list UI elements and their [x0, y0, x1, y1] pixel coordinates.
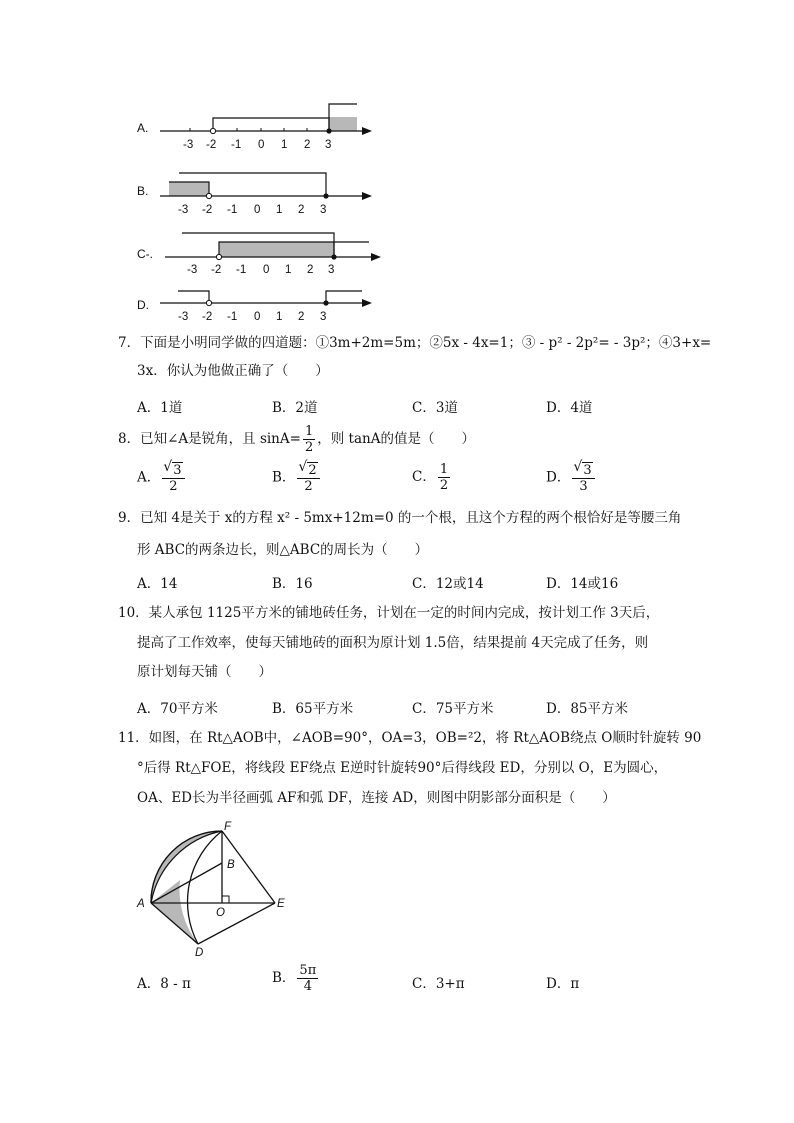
- q9-line2: 形 ABC的两条边长，则△ABC的周长为（ ）: [137, 542, 429, 558]
- tick: 1: [276, 204, 283, 216]
- q10-option-a: A．70平方米: [137, 701, 218, 717]
- tick: 1: [281, 139, 288, 151]
- q7-option-d: D．4道: [546, 400, 593, 416]
- q10-option-b: B．65平方米: [272, 701, 354, 717]
- q10-line2: 提高了工作效率，使每天铺地砖的面积为原计划 1.5倍，结果提前 4天完成了任务，则: [137, 635, 649, 651]
- q7-line2: 3x．你认为他做正确了（ ）: [137, 363, 329, 379]
- q6-option-d-label: D.: [137, 298, 149, 312]
- shaded-region: [169, 182, 209, 196]
- label-e: E: [277, 898, 285, 910]
- label-d: D: [195, 947, 204, 959]
- tick: 0: [254, 311, 261, 323]
- q11-line1: 11．如图，在 Rt△AOB中，∠AOB=90°，OA=3，OB=²2，将 Rt△AOB绕点 O顺时针旋转 90: [118, 730, 702, 746]
- q6-option-c-label: C-.: [137, 247, 153, 261]
- tick: 3: [328, 264, 335, 276]
- q11-option-a: A．8 - π: [137, 976, 191, 992]
- tick: -2: [202, 204, 213, 216]
- tick: -2: [206, 139, 217, 151]
- q8-stem-fraction: $\frac{1}{2}$: [304, 424, 314, 455]
- q9-option-d: D．14或16: [546, 576, 619, 592]
- tick: -2: [211, 264, 222, 276]
- q7-option-b: B．2道: [272, 400, 318, 416]
- tick: -1: [227, 204, 238, 216]
- q8-option-d: D． √ $\frac{3}{3}$: [546, 462, 597, 494]
- q7-line1: 7．下面是小明同学做的四道题：①3m+2m=5m；②5x - 4x=1；③ - p² - 2p²= - 3p²；④3+x=: [118, 335, 712, 351]
- shaded-region: [329, 117, 357, 131]
- q9-option-c: C．12或14: [412, 576, 484, 592]
- q6-option-b-label: B.: [137, 184, 149, 198]
- q8-stem-pre: 8．已知∠A是锐角，且 sinA=: [118, 431, 301, 447]
- q6-option-c-numberline: [155, 226, 400, 276]
- tick: -2: [202, 311, 213, 323]
- q7-option-c: C．3道: [412, 400, 458, 416]
- q6-option-d-numberline: [150, 288, 390, 324]
- q9-line1: 9．已知 4是关于 x的方程 x² - 5mx+12m=0 的一个根，且这个方程的两个根恰好是等腰三角: [118, 510, 682, 526]
- tick: -3: [178, 204, 189, 216]
- tick: 3: [325, 139, 332, 151]
- q11-option-b: B． $\frac{5\pi}{4}$: [272, 963, 317, 994]
- tick: 2: [304, 139, 311, 151]
- q9-option-b: B．16: [272, 576, 313, 592]
- label-a: A: [137, 898, 145, 910]
- q8-stem: [118, 424, 475, 455]
- arc-df: [188, 831, 222, 944]
- tick: 1: [276, 311, 283, 323]
- tick: 3: [320, 204, 327, 216]
- q11-geometry-figure: [135, 818, 295, 958]
- q6-option-a-numberline: [150, 102, 390, 152]
- q10-line1: 10．某人承包 1125平方米的铺地砖任务，计划在一定的时间内完成，按计划工作 3天后，: [118, 605, 660, 621]
- q10-line3: 原计划每天铺（ ）: [137, 664, 272, 680]
- tick: 2: [298, 311, 305, 323]
- tick: 0: [254, 204, 261, 216]
- q7-option-a: A．1道: [137, 400, 183, 416]
- tick: -1: [227, 311, 238, 323]
- q6-option-a-label: A.: [137, 121, 149, 135]
- q11-option-c: C．3+π: [412, 976, 465, 992]
- q8-option-a: A． √ $\frac{3}{2}$: [137, 462, 187, 494]
- q8-option-c: C． $\frac{1}{2}$: [412, 462, 449, 493]
- tick: 2: [307, 264, 314, 276]
- q6-option-b-numberline: [150, 168, 390, 218]
- label-b: B: [227, 859, 235, 871]
- tick: 2: [298, 204, 305, 216]
- q8-option-b: B． √ $\frac{2}{2}$: [272, 462, 322, 494]
- tick: -1: [231, 139, 242, 151]
- tick: 0: [258, 139, 265, 151]
- q8-stem-post: ，则 tanA的值是（ ）: [317, 431, 475, 447]
- q9-option-a: A．14: [137, 576, 178, 592]
- tick: 1: [285, 264, 292, 276]
- q10-option-c: C．75平方米: [412, 701, 494, 717]
- tick: 0: [263, 264, 270, 276]
- shaded-region: [151, 831, 222, 903]
- tick: -1: [236, 264, 247, 276]
- tick: -3: [183, 139, 194, 151]
- q10-option-d: D．85平方米: [546, 701, 629, 717]
- q11-line3: OA、ED长为半径画弧 AF和弧 DF，连接 AD，则图中阴影部分面积是（ ）: [137, 790, 616, 806]
- tick: -3: [178, 311, 189, 323]
- shaded-region: [219, 242, 334, 257]
- label-f: F: [224, 821, 232, 833]
- tick: -3: [187, 264, 198, 276]
- label-o: O: [216, 907, 225, 919]
- q11-option-d: D．π: [546, 976, 580, 992]
- tick: 3: [320, 311, 327, 323]
- q11-line2: °后得 Rt△FOE，将线段 EF绕点 E逆时针旋转90°后得线段 ED，分别以 O，E为圆心，: [137, 760, 668, 776]
